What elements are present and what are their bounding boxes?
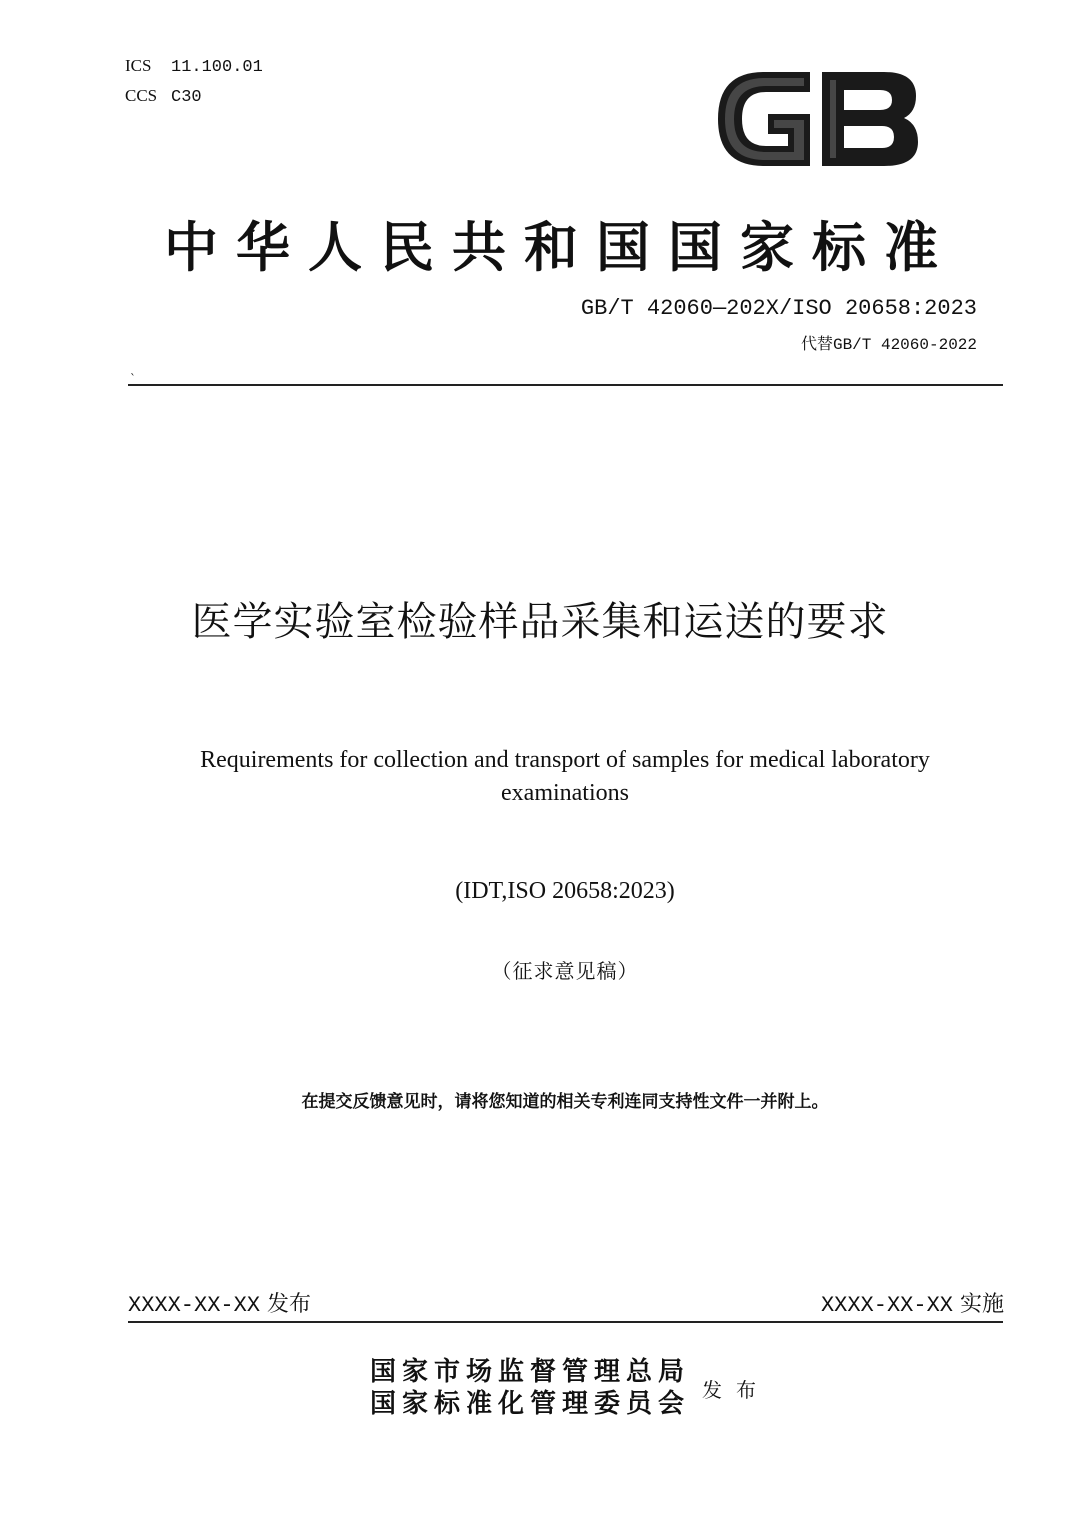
publish-date-line xyxy=(128,1287,311,1318)
ics-value: 11.100.01 xyxy=(171,58,263,77)
classification-block xyxy=(125,52,263,112)
replaces-standard: 代替GB/T 42060-2022 xyxy=(800,336,977,354)
ccs-line xyxy=(125,82,263,112)
authority-samr: 国家市场监督管理总局 xyxy=(370,1357,691,1386)
equivalence-note: (IDT,ISO 20658:2023) xyxy=(455,878,675,904)
publish-date: XXXX-XX-XX xyxy=(128,1293,261,1318)
chinese-title: 医学实验室检验样品采集和运送的要求 xyxy=(191,599,889,645)
publish-label: 发布 xyxy=(267,1292,312,1317)
implement-date: XXXX-XX-XX xyxy=(820,1293,953,1318)
ics-line xyxy=(125,52,263,82)
english-title: Requirements for collection and transport of samples for medical laboratory examinations xyxy=(200,747,930,806)
issue-label: 发布 xyxy=(702,1380,770,1402)
draft-status: （征求意见稿） xyxy=(491,961,639,983)
top-divider xyxy=(128,384,1003,386)
ccs-label: CCS xyxy=(125,86,158,105)
ccs-value: C30 xyxy=(171,88,202,107)
standard-number: GB/T 42060—202X/ISO 20658:2023 xyxy=(580,296,977,321)
implement-date-line xyxy=(821,1287,1004,1318)
gb-logo-icon xyxy=(712,64,922,174)
tick-mark: ` xyxy=(130,372,136,386)
issuing-authorities xyxy=(370,1356,690,1420)
patent-notice: 在提交反馈意见时，请将您知道的相关专利连同支持性文件一并附上。 xyxy=(301,1092,829,1112)
ics-label: ICS xyxy=(125,56,152,75)
authority-sac: 国家标准化管理委员会 xyxy=(370,1389,691,1418)
national-standard-heading: 中华人民共和国国家标准 xyxy=(164,216,956,279)
implement-label: 实施 xyxy=(959,1292,1004,1317)
bottom-divider xyxy=(128,1321,1003,1323)
